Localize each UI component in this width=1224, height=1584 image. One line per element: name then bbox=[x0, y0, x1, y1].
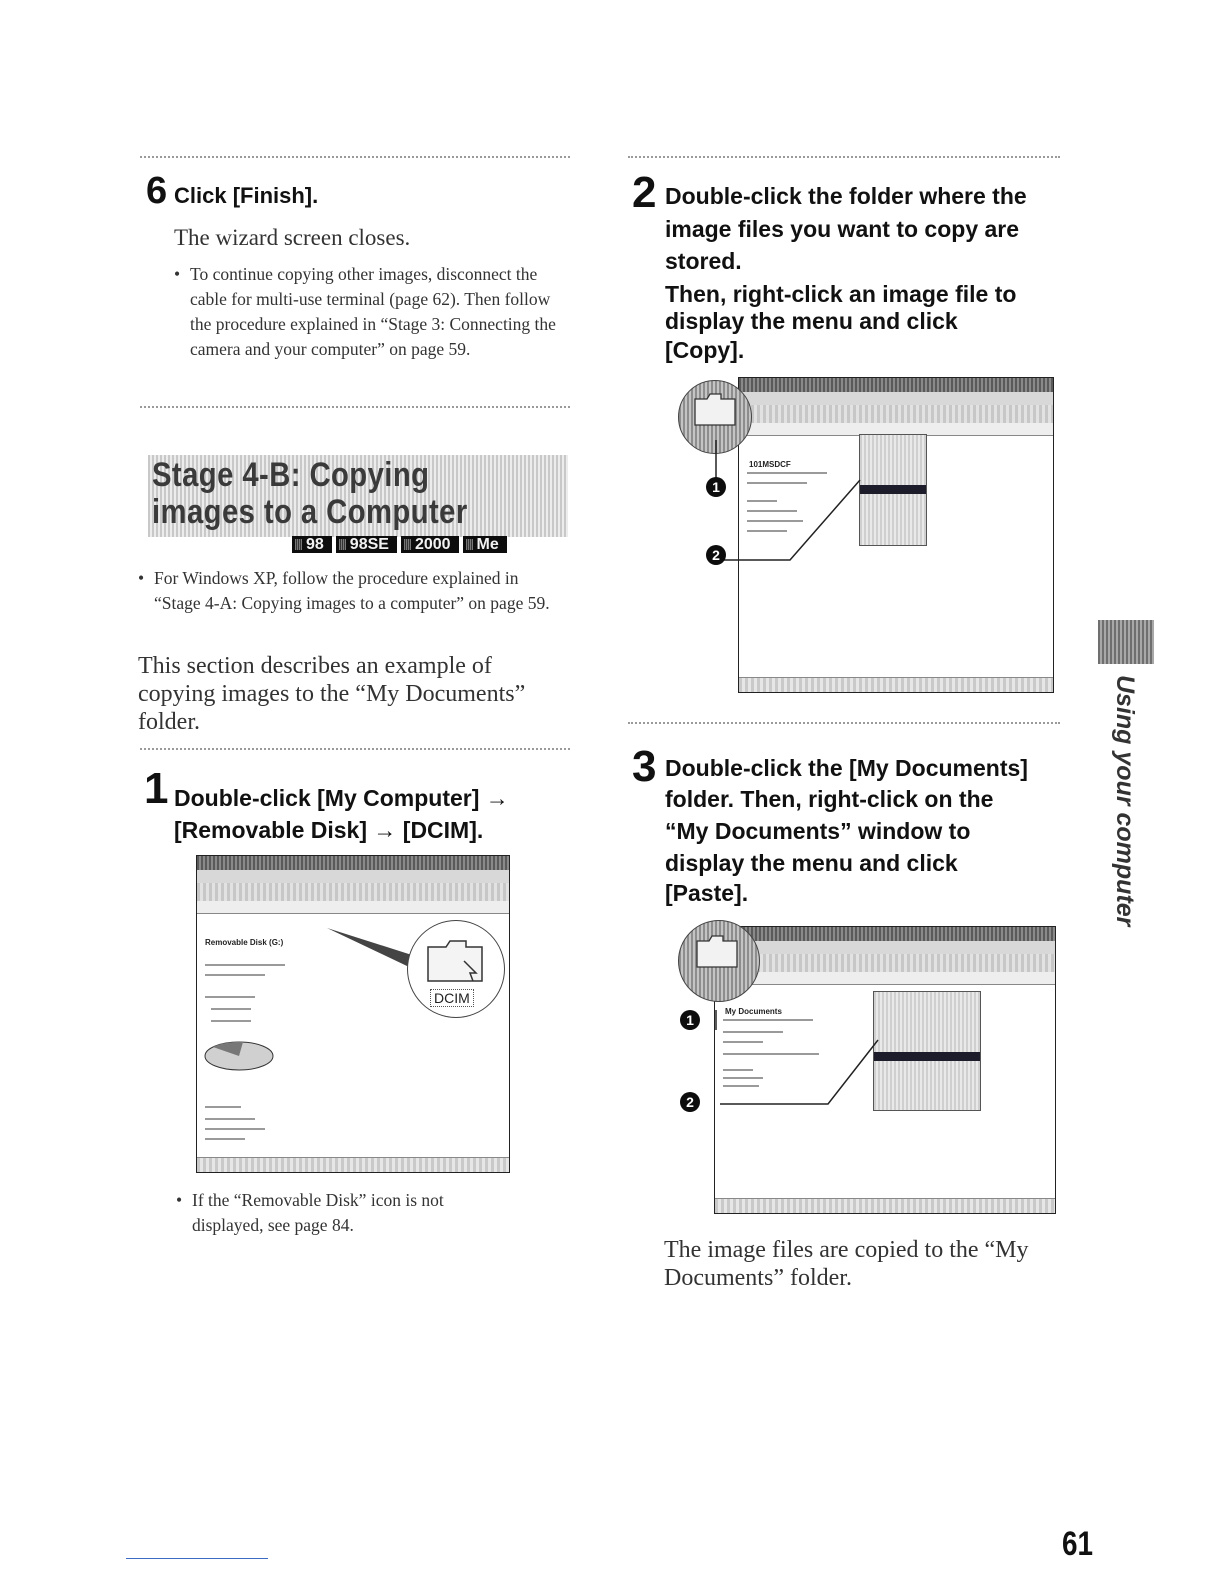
step-heading-line: stored. bbox=[665, 248, 742, 274]
window-toolbar bbox=[197, 883, 509, 902]
status-bar bbox=[739, 677, 1053, 692]
magnified-label: DCIM bbox=[430, 989, 474, 1007]
window-menubar bbox=[715, 941, 1055, 955]
magnified-dcim-folder bbox=[407, 920, 505, 1018]
divider bbox=[628, 156, 1060, 158]
footer-rule bbox=[126, 1558, 268, 1559]
step-body: The wizard screen closes. bbox=[174, 225, 411, 250]
step-heading: Click [Finish]. bbox=[174, 183, 319, 208]
step-heading-line: Then, right-click an image file to bbox=[665, 281, 1017, 307]
step-heading-line: display the menu and click bbox=[665, 308, 958, 334]
step-heading-line: [Paste]. bbox=[665, 880, 749, 906]
divider bbox=[140, 156, 570, 158]
step-heading-line: [Removable Disk] → [DCIM]. bbox=[174, 817, 484, 843]
folder-icon bbox=[426, 937, 486, 985]
os-badge: Me bbox=[463, 536, 507, 553]
folder-pane-label: Removable Disk (G:) bbox=[205, 938, 284, 947]
screenshot-removable-disk bbox=[196, 855, 510, 1173]
step-heading-line: Double-click [My Computer] → bbox=[174, 785, 509, 811]
window-toolbar bbox=[715, 954, 1055, 973]
step-number: 2 bbox=[632, 168, 657, 217]
window-menubar bbox=[197, 870, 509, 884]
note: • If the “Removable Disk” icon is not displayed, see page 84. bbox=[176, 1188, 506, 1238]
side-tab-label bbox=[1111, 675, 1141, 927]
os-badge: 2000 bbox=[401, 536, 459, 553]
result-text: The image files are copied to the “My Documents” folder. bbox=[664, 1237, 1029, 1291]
divider bbox=[628, 722, 1060, 724]
os-badges bbox=[292, 536, 507, 553]
callout-lines bbox=[700, 990, 900, 1130]
os-badge: 98 bbox=[292, 536, 332, 553]
disk-pie-icon bbox=[203, 1036, 275, 1076]
step-heading-line: Double-click the folder where the bbox=[665, 183, 1027, 209]
folder-icon bbox=[695, 933, 739, 969]
callout-2: 2 bbox=[706, 545, 726, 565]
note-text: To continue copying other images, disconnect the cable for multi-use terminal (page 62). Then follow the procedure explained in “Stage 3: Connecting the camera and your computer” on page 59. bbox=[190, 264, 556, 359]
address-bar bbox=[197, 901, 509, 914]
callout-1: 1 bbox=[706, 477, 726, 497]
divider bbox=[140, 406, 570, 408]
stage-title: Stage 4-B: Copying images to a Computer bbox=[152, 456, 468, 531]
step-heading-line: [Copy]. bbox=[665, 337, 745, 363]
window-titlebar bbox=[197, 856, 509, 870]
step-number: 6 bbox=[146, 170, 168, 212]
window-titlebar bbox=[739, 378, 1053, 392]
page-number: 61 bbox=[1062, 1525, 1094, 1563]
callout-lines bbox=[700, 420, 900, 590]
section-body: This section describes an example of copying images to the “My Documents” folder. bbox=[138, 653, 526, 735]
status-bar bbox=[715, 1198, 1055, 1213]
callout-1: 1 bbox=[680, 1010, 700, 1030]
os-badge: 98SE bbox=[336, 536, 397, 553]
note-text: For Windows XP, follow the procedure explained in “Stage 4-A: Copying images to a computer” on page 59. bbox=[154, 568, 550, 613]
step-heading-line: “My Documents” window to bbox=[665, 818, 971, 844]
callout-2: 2 bbox=[680, 1092, 700, 1112]
side-tab-text: Using your computer bbox=[1111, 675, 1139, 927]
note: • For Windows XP, follow the procedure explained in “Stage 4-A: Copying images to a computer” on page 59. bbox=[138, 566, 558, 616]
window-titlebar bbox=[715, 927, 1055, 941]
folder-pane-label: 101MSDCF bbox=[749, 460, 791, 469]
folder-pane-label: My Documents bbox=[725, 1007, 782, 1016]
note-text: If the “Removable Disk” icon is not displayed, see page 84. bbox=[192, 1190, 444, 1235]
step-heading-line: image files you want to copy are bbox=[665, 216, 1020, 242]
note: • To continue copying other images, disconnect the cable for multi-use terminal (page 62). Then follow the procedure explained in “Stage 3: Connecting the camera and your computer” on page 59. bbox=[174, 262, 564, 362]
step-heading-line: Double-click the [My Documents] bbox=[665, 755, 1028, 781]
step-heading-line: folder. Then, right-click on the bbox=[665, 786, 994, 812]
step-number: 3 bbox=[632, 742, 657, 791]
divider bbox=[140, 748, 570, 750]
step-heading-line: display the menu and click bbox=[665, 850, 958, 876]
address-bar bbox=[715, 972, 1055, 985]
status-bar bbox=[197, 1157, 509, 1172]
window-menubar bbox=[739, 392, 1053, 406]
side-tab bbox=[1098, 620, 1154, 664]
step-number: 1 bbox=[144, 764, 169, 813]
